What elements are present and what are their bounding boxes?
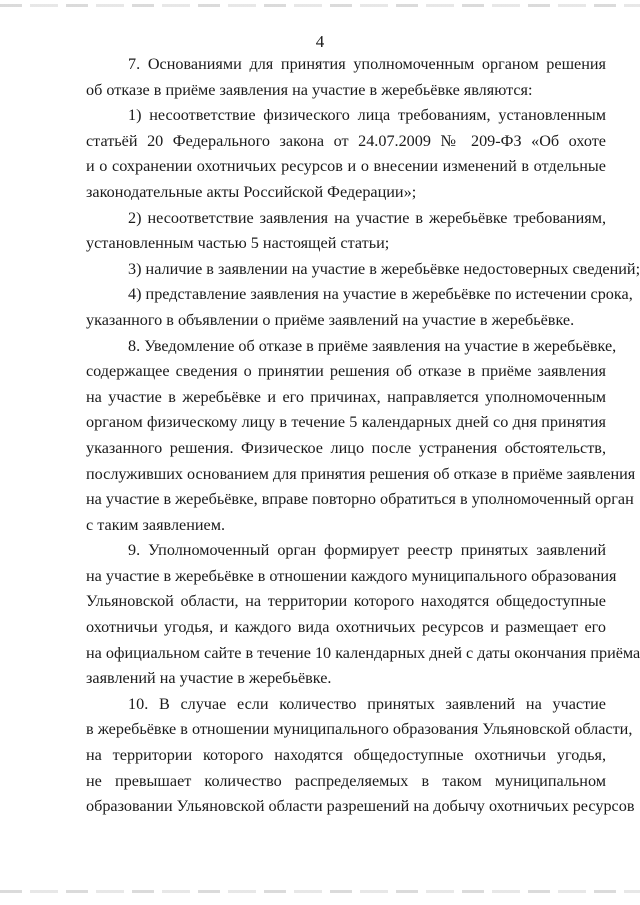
text-line: 1) несоответствие физического лица требованиям, установленным xyxy=(128,106,606,125)
text-line: об отказе в приёме заявления на участие в жеребьёвке являются: xyxy=(86,80,533,99)
text-line: послуживших основанием для принятия решения об отказе в приёме заявления xyxy=(86,464,636,483)
scan-top-edge xyxy=(0,4,640,7)
text-line: 9. Уполномоченный орган формирует реестр принятых заявлений xyxy=(128,541,606,560)
text-line: на участие в жеребьёвке и его причинах, направляется уполномоченным xyxy=(86,387,606,406)
text-line: 7. Основаниями для принятия уполномоченным органом решения xyxy=(128,55,606,73)
document-body xyxy=(86,52,640,820)
text-line: указанного решения. Физическое лицо после устранения обстоятельств, xyxy=(86,438,606,457)
text-line: установленным частью 5 настоящей статьи; xyxy=(86,234,390,253)
text-line: и о сохранении охотничьих ресурсов и о внесении изменений в отдельные xyxy=(86,157,606,176)
text-line: охотничьи угодья, и каждого вида охотничьих ресурсов и размещает его xyxy=(86,618,606,637)
text-line: на официальном сайте в течение 10 календарных дней с даты окончания приёма xyxy=(86,643,640,662)
text-line: 2) несоответствие заявления на участие в жеребьёвке требованиям, xyxy=(128,208,606,227)
text-line: указанного в объявлении о приёме заявлений на участие в жеребьёвке. xyxy=(86,310,575,329)
text-line: 10. В случае если количество принятых заявлений на участие xyxy=(128,694,606,713)
scan-bottom-edge xyxy=(0,890,640,893)
text-line: заявлений на участие в жеребьёвке. xyxy=(86,669,332,688)
text-line: законодательные акты Российской Федерации»; xyxy=(86,182,417,201)
text-line: Ульяновской области, на территории которого находятся общедоступные xyxy=(86,592,606,611)
text-line: на участие в жеребьёвке, вправе повторно обратиться в уполномоченный орган xyxy=(86,490,634,509)
text-line: содержащее сведения о принятии решения об отказе в приёме заявления xyxy=(86,362,606,381)
text-line: органом физическому лицу в течение 5 календарных дней со дня принятия xyxy=(86,413,606,432)
text-line: 3) наличие в заявлении на участие в жеребьёвке недостоверных сведений; xyxy=(128,259,640,278)
text-line: на участие в жеребьёвке в отношении каждого муниципального образования xyxy=(86,566,617,585)
text-line: 8. Уведомление об отказе в приёме заявления на участие в жеребьёвке, xyxy=(128,336,617,355)
text-line: образовании Ульяновской области разрешений на добычу охотничьих ресурсов xyxy=(86,797,635,816)
page-number: 4 xyxy=(315,32,325,51)
text-line: с таким заявлением. xyxy=(86,515,226,534)
text-line: в жеребьёвке в отношении муниципального образования Ульяновской области, xyxy=(86,720,633,739)
text-line: на территории которого находятся общедоступные охотничьи угодья, xyxy=(86,746,606,765)
text-line: 4) представление заявления на участие в жеребьёвке по истечении срока, xyxy=(128,285,633,304)
text-line: не превышает количество распределяемых в таком муниципальном xyxy=(86,771,606,790)
text-line: статьёй 20 Федерального закона от 24.07.2009 № 209-ФЗ «Об охоте xyxy=(86,131,606,150)
